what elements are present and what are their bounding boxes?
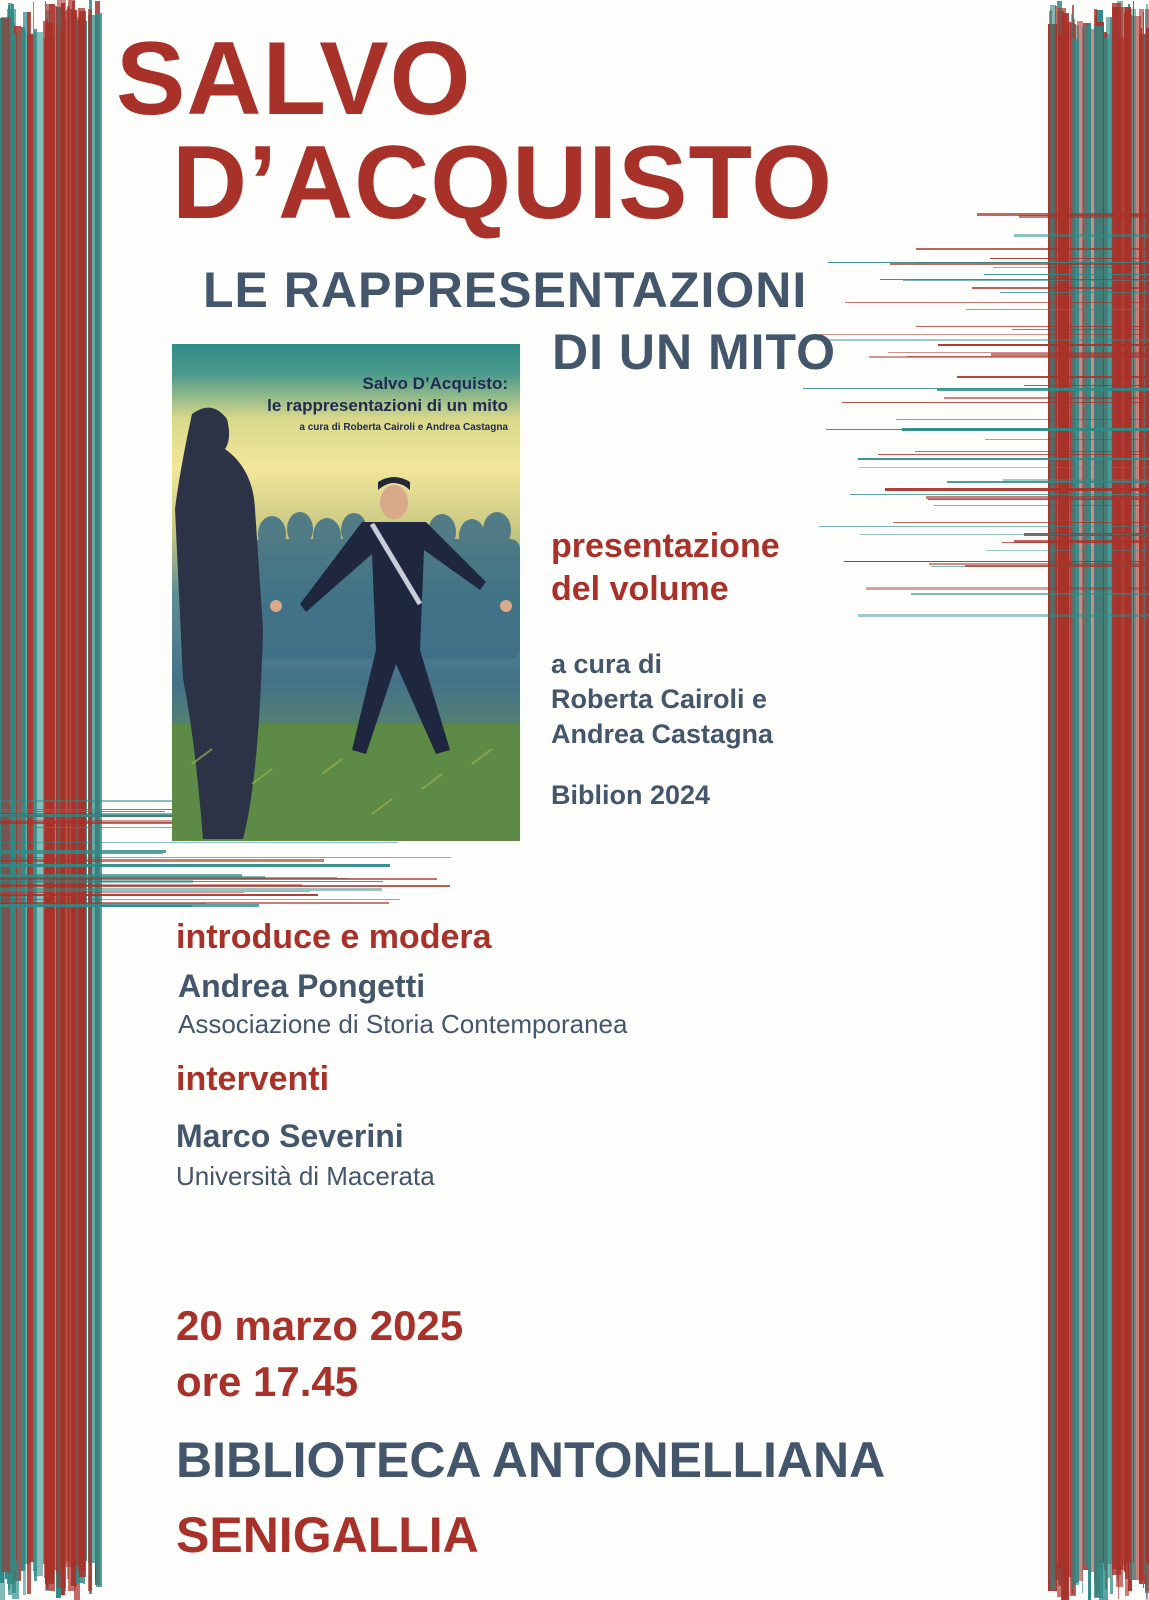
horizontal-stripe bbox=[0, 842, 398, 843]
horizontal-stripe bbox=[944, 397, 1149, 399]
horizontal-stripe bbox=[916, 248, 1149, 250]
horizontal-stripe bbox=[985, 439, 1149, 440]
horizontal-stripe bbox=[820, 334, 1149, 335]
horizontal-stripe bbox=[0, 811, 165, 812]
speaker-affiliation: Università di Macerata bbox=[176, 1161, 435, 1191]
horizontal-stripe bbox=[0, 859, 324, 862]
presentation-heading-line-1: presentazione bbox=[551, 527, 780, 565]
horizontal-stripe bbox=[842, 402, 1149, 403]
horizontal-stripe bbox=[890, 263, 1149, 265]
speakers-label: interventi bbox=[176, 1060, 330, 1098]
horizontal-stripe bbox=[858, 458, 1149, 460]
vertical-stripe bbox=[78, 8, 85, 1571]
horizontal-stripe bbox=[819, 526, 1149, 527]
speaker-name: Marco Severini bbox=[176, 1118, 404, 1154]
vertical-stripe bbox=[16, 33, 17, 1561]
event-venue: BIBLIOTECA ANTONELLIANA bbox=[176, 1432, 886, 1488]
horizontal-stripe bbox=[803, 388, 1149, 389]
horizontal-stripe bbox=[915, 451, 1149, 452]
horizontal-stripe bbox=[0, 864, 390, 867]
horizontal-stripe bbox=[844, 561, 1149, 562]
horizontal-stripe bbox=[0, 904, 259, 907]
horizontal-stripe bbox=[972, 287, 1149, 289]
event-city: SENIGALLIA bbox=[176, 1507, 479, 1563]
cover-illustration bbox=[172, 344, 520, 841]
horizontal-stripe bbox=[990, 258, 1149, 259]
horizontal-stripe bbox=[850, 494, 1149, 495]
horizontal-stripe bbox=[1000, 292, 1149, 293]
editors-line-3: Andrea Castagna bbox=[551, 719, 774, 749]
vertical-stripe bbox=[1, 17, 9, 1572]
horizontal-stripe bbox=[957, 376, 1149, 378]
moderator-affiliation: Associazione di Storia Contemporanea bbox=[178, 1009, 628, 1039]
editors-line-1: a cura di bbox=[551, 649, 663, 679]
horizontal-stripe bbox=[965, 565, 1149, 567]
title-line-1: SALVO bbox=[116, 21, 472, 137]
horizontal-stripe bbox=[947, 481, 1149, 483]
title-line-2: D’ACQUISTO bbox=[172, 125, 834, 241]
horizontal-stripe bbox=[993, 267, 1149, 268]
horizontal-stripe bbox=[1012, 329, 1149, 330]
moderator-label: introduce e modera bbox=[176, 918, 492, 956]
horizontal-stripe bbox=[0, 880, 193, 883]
horizontal-stripe bbox=[903, 280, 1149, 281]
cover-editors: a cura di Roberta Cairoli e Andrea Castagna bbox=[299, 422, 508, 433]
horizontal-stripe bbox=[896, 419, 1149, 420]
horizontal-stripe bbox=[1014, 234, 1149, 237]
horizontal-stripe bbox=[858, 614, 1149, 617]
cover-title-line-2: le rappresentazioni di un mito bbox=[267, 396, 508, 415]
horizontal-stripe bbox=[0, 878, 437, 880]
horizontal-stripe bbox=[0, 892, 244, 893]
editors-line-2: Roberta Cairoli e bbox=[551, 684, 768, 714]
event-time: ore 17.45 bbox=[176, 1358, 359, 1405]
subtitle-line-1: LE RAPPRESENTAZIONI bbox=[203, 262, 808, 318]
horizontal-stripe bbox=[1024, 385, 1149, 386]
publisher: Biblion 2024 bbox=[551, 780, 711, 810]
right-horizontal-streaks bbox=[800, 200, 1149, 620]
moderator-name: Andrea Pongetti bbox=[178, 968, 426, 1004]
event-date: 20 marzo 2025 bbox=[176, 1302, 464, 1349]
vertical-stripe bbox=[63, 11, 67, 1563]
horizontal-stripe bbox=[934, 505, 1149, 506]
subtitle-line-2: DI UN MITO bbox=[552, 324, 837, 380]
horizontal-stripe bbox=[878, 454, 1149, 455]
horizontal-stripe bbox=[859, 467, 1149, 468]
horizontal-stripe bbox=[888, 352, 1149, 353]
horizontal-stripe bbox=[1014, 540, 1149, 543]
horizontal-stripe bbox=[0, 894, 318, 896]
presentation-heading-line-2: del volume bbox=[551, 570, 729, 608]
horizontal-stripe bbox=[907, 356, 1149, 357]
horizontal-stripe bbox=[893, 522, 1149, 523]
horizontal-stripe bbox=[0, 853, 163, 854]
horizontal-stripe bbox=[902, 428, 1149, 431]
horizontal-stripe bbox=[938, 344, 1149, 346]
horizontal-stripe bbox=[885, 488, 1149, 491]
horizontal-stripe bbox=[911, 593, 1149, 595]
vertical-stripe bbox=[72, 1, 75, 1581]
horizontal-stripe bbox=[0, 899, 400, 900]
horizontal-stripe bbox=[977, 213, 1149, 216]
horizontal-stripe bbox=[866, 587, 1149, 590]
book-cover-image bbox=[172, 344, 520, 841]
horizontal-stripe bbox=[817, 339, 1149, 341]
horizontal-stripe bbox=[984, 274, 1149, 275]
horizontal-stripe bbox=[845, 302, 1149, 303]
horizontal-stripe bbox=[986, 550, 1149, 551]
horizontal-stripe bbox=[0, 885, 450, 887]
horizontal-stripe bbox=[928, 499, 1149, 500]
horizontal-stripe bbox=[860, 534, 1149, 535]
cover-title-line-1: Salvo D’Acquisto: bbox=[362, 374, 508, 393]
horizontal-stripe bbox=[0, 857, 451, 858]
vertical-stripe bbox=[46, 4, 54, 1581]
vertical-stripe bbox=[11, 4, 14, 1584]
horizontal-stripe bbox=[966, 309, 1149, 310]
horizontal-stripe bbox=[916, 326, 1149, 327]
